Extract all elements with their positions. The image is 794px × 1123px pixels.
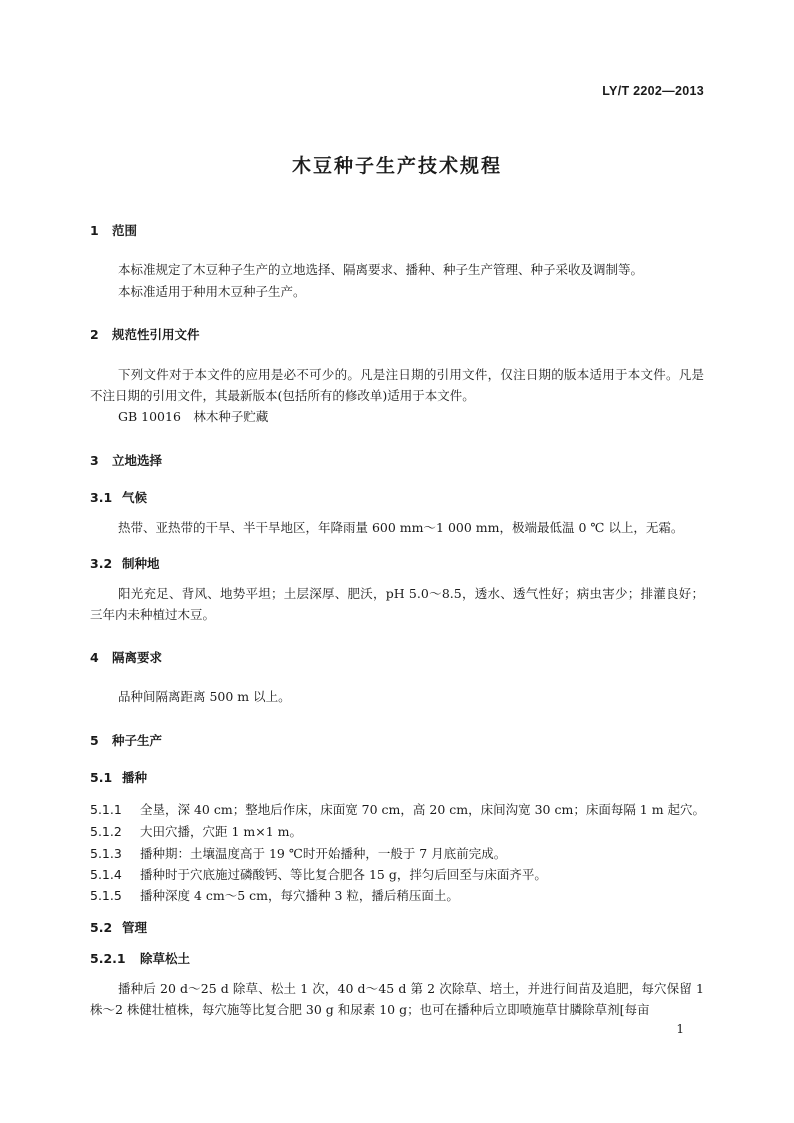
section-title: 范围: [112, 223, 138, 238]
clause-item: [90, 800, 705, 818]
section-number: 5.1: [90, 770, 113, 785]
section-title: 播种: [122, 770, 148, 785]
clause-item: [90, 865, 547, 883]
paragraph: 品种间隔离距离 500 m 以上。: [118, 689, 291, 704]
section-title: 制种地: [122, 556, 160, 571]
subsection-3-2-heading: [90, 554, 160, 572]
paragraph: 下列文件对于本文件的应用是必不可少的。凡是注日期的引用文件，仅注日期的版本适用于本文件。凡是不注日期的引用文件，其最新版本(包括所有的修改单)适用于本文件。: [90, 367, 704, 403]
standard-code: LY/T 2202—2013: [602, 84, 704, 98]
section-number: 4: [90, 650, 99, 665]
section-number: 5: [90, 733, 99, 748]
section-number: 1: [90, 223, 99, 238]
section-1-heading: [90, 221, 137, 239]
paragraph: 本标准规定了木豆种子生产的立地选择、隔离要求、播种、种子生产管理、种子采收及调制等。: [118, 262, 644, 277]
clause-number: 5.1.5: [90, 888, 122, 903]
section-title: 规范性引用文件: [112, 327, 200, 342]
section-number: 3.1: [90, 490, 113, 505]
section-2-heading: [90, 325, 200, 343]
section-number: 3.2: [90, 556, 113, 571]
clause-item: [90, 844, 506, 862]
section-number: 5.2: [90, 920, 113, 935]
section-4-heading: [90, 648, 162, 666]
section-number: 2: [90, 327, 99, 342]
clause-text: 播种期：土壤温度高于 19 ℃时开始播种，一般于 7 月底前完成。: [140, 846, 507, 861]
section-title: 气候: [122, 490, 148, 505]
section-title: 管理: [122, 920, 148, 935]
paragraph: 阳光充足、背风、地势平坦；土层深厚、肥沃，pH 5.0～8.5，透水、透气性好；病虫害少；排灌良好；三年内未种植过木豆。: [90, 586, 704, 622]
subsection-5-2-heading: [90, 918, 147, 936]
clause-text: 全垦，深 40 cm；整地后作床，床面宽 70 cm，高 20 cm，床间沟宽 30 cm；床面每隔 1 m 起穴。: [140, 802, 706, 817]
paragraph: 热带、亚热带的干旱、半干旱地区，年降雨量 600 mm～1 000 mm，极端最低温 0 ℃ 以上，无霜。: [118, 520, 684, 535]
paragraph: 本标准适用于种用木豆种子生产。: [118, 284, 306, 299]
section-title: 立地选择: [112, 453, 163, 468]
section-3-heading: [90, 451, 162, 469]
section-title: 隔离要求: [112, 650, 163, 665]
clause-item: [90, 886, 459, 904]
section-5-heading: [90, 731, 162, 749]
section-number: 3: [90, 453, 99, 468]
subsection-5-1-heading: [90, 768, 147, 786]
section-title: 种子生产: [112, 733, 163, 748]
normative-reference: GB 10016 林木种子贮藏: [118, 409, 269, 424]
clause-number: 5.1.2: [90, 824, 122, 839]
clause-number: 5.1.4: [90, 867, 122, 882]
clause-text: 播种时于穴底施过磷酸钙、等比复合肥各 15 g，拌匀后回至与床面齐平。: [140, 867, 547, 882]
subsection-5-2-1-heading: [90, 949, 190, 967]
section-number: 5.2.1: [90, 951, 126, 966]
clause-text: 播种深度 4 cm～5 cm，每穴播种 3 粒，播后稍压面土。: [140, 888, 459, 903]
clause-item: [90, 822, 302, 840]
section-title: 除草松土: [140, 951, 191, 966]
subsection-3-1-heading: [90, 488, 147, 506]
paragraph: 播种后 20 d～25 d 除草、松土 1 次，40 d～45 d 第 2 次除草、培土，并进行间苗及追肥，每穴保留 1 株～2 株健壮植株，每穴施等比复合肥 30 g 和尿素 10 g；也可在播种后立即喷施草甘膦除草剂[每亩: [90, 981, 704, 1017]
document-title: 木豆种子生产技术规程: [291, 155, 502, 177]
clause-text: 大田穴播，穴距 1 m×1 m。: [140, 824, 303, 839]
page-number: 1: [676, 1022, 684, 1036]
clause-number: 5.1.3: [90, 846, 122, 861]
clause-number: 5.1.1: [90, 802, 122, 817]
